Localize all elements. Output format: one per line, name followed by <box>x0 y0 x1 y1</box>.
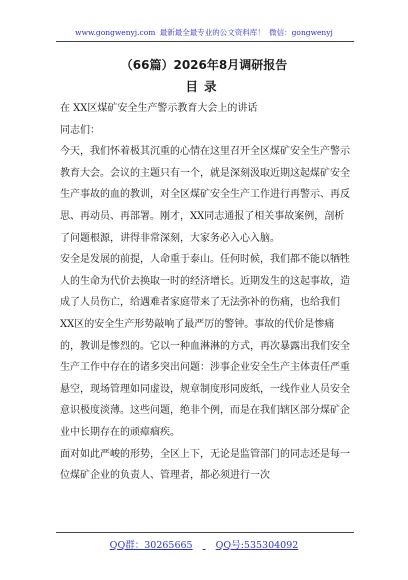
paragraph: 今天，我们怀着极其沉重的心情在这里召开全区煤矿安全生产警示教育大会。会议的主题只有一个，就是深刻汲取近期这起煤矿安全生产事故的血的教训，对全区煤矿安全生产工作进行再警示、再反思、再动员、再部署。刚才，XX同志通报了相关事故案例，剖析了问题根源，讲得非常深刻，大家务必入心入脑。 <box>60 146 350 244</box>
site-slogan: 最新最全最专业的公文资料库！ <box>159 28 265 37</box>
salutation: 同志们： <box>60 124 100 136</box>
qq-number[interactable]: QQ号:535304092 <box>215 540 299 551</box>
paragraph: 面对如此严峻的形势，全区上下，无论是监管部门的同志还是每一位煤矿企业的负责人、管理者，都必须进行一次 <box>60 448 350 482</box>
qq-group[interactable]: QQ群：30265665 <box>109 540 193 551</box>
site-url[interactable]: www.gongwenyj.com <box>75 28 156 37</box>
document-title: （66篇）2026年8月调研报告 <box>120 58 288 72</box>
paragraph: 安全是发展的前提，人命重于泰山。任何时候，我们都不能以牺牲人的生命为代价去换取一时的经济增长。近期发生的这起事故，造成了人员伤亡，给遇难者家庭带来了无法弥补的伤痛，也给我们XX区的安全生产形势敲响了最严厉的警钟。事故的代价是惨痛的，教训是惨烈的。它以一种血淋淋的方式，再次暴露出我们安全生产工作中存在的诸多突出问题：涉事企业安全生产主体责任严重悬空，现场管理如同虚设，规章制度形同废纸，一线作业人员安全意识极度淡薄。这些问题，绝非个例，而是在我们辖区部分煤矿企业中长期存在的顽瘴痼疾。 <box>60 254 350 438</box>
site-banner <box>0 27 408 38</box>
toc-heading: 目录 <box>185 79 223 94</box>
footer-divider <box>56 532 354 533</box>
speech-title: 在 XX区煤矿安全生产警示教育大会上的讲话 <box>60 103 258 114</box>
document-body <box>60 98 352 487</box>
wechat-id: 微信：gongwenyj <box>269 28 333 37</box>
header-divider <box>56 41 354 42</box>
footer <box>0 537 408 551</box>
